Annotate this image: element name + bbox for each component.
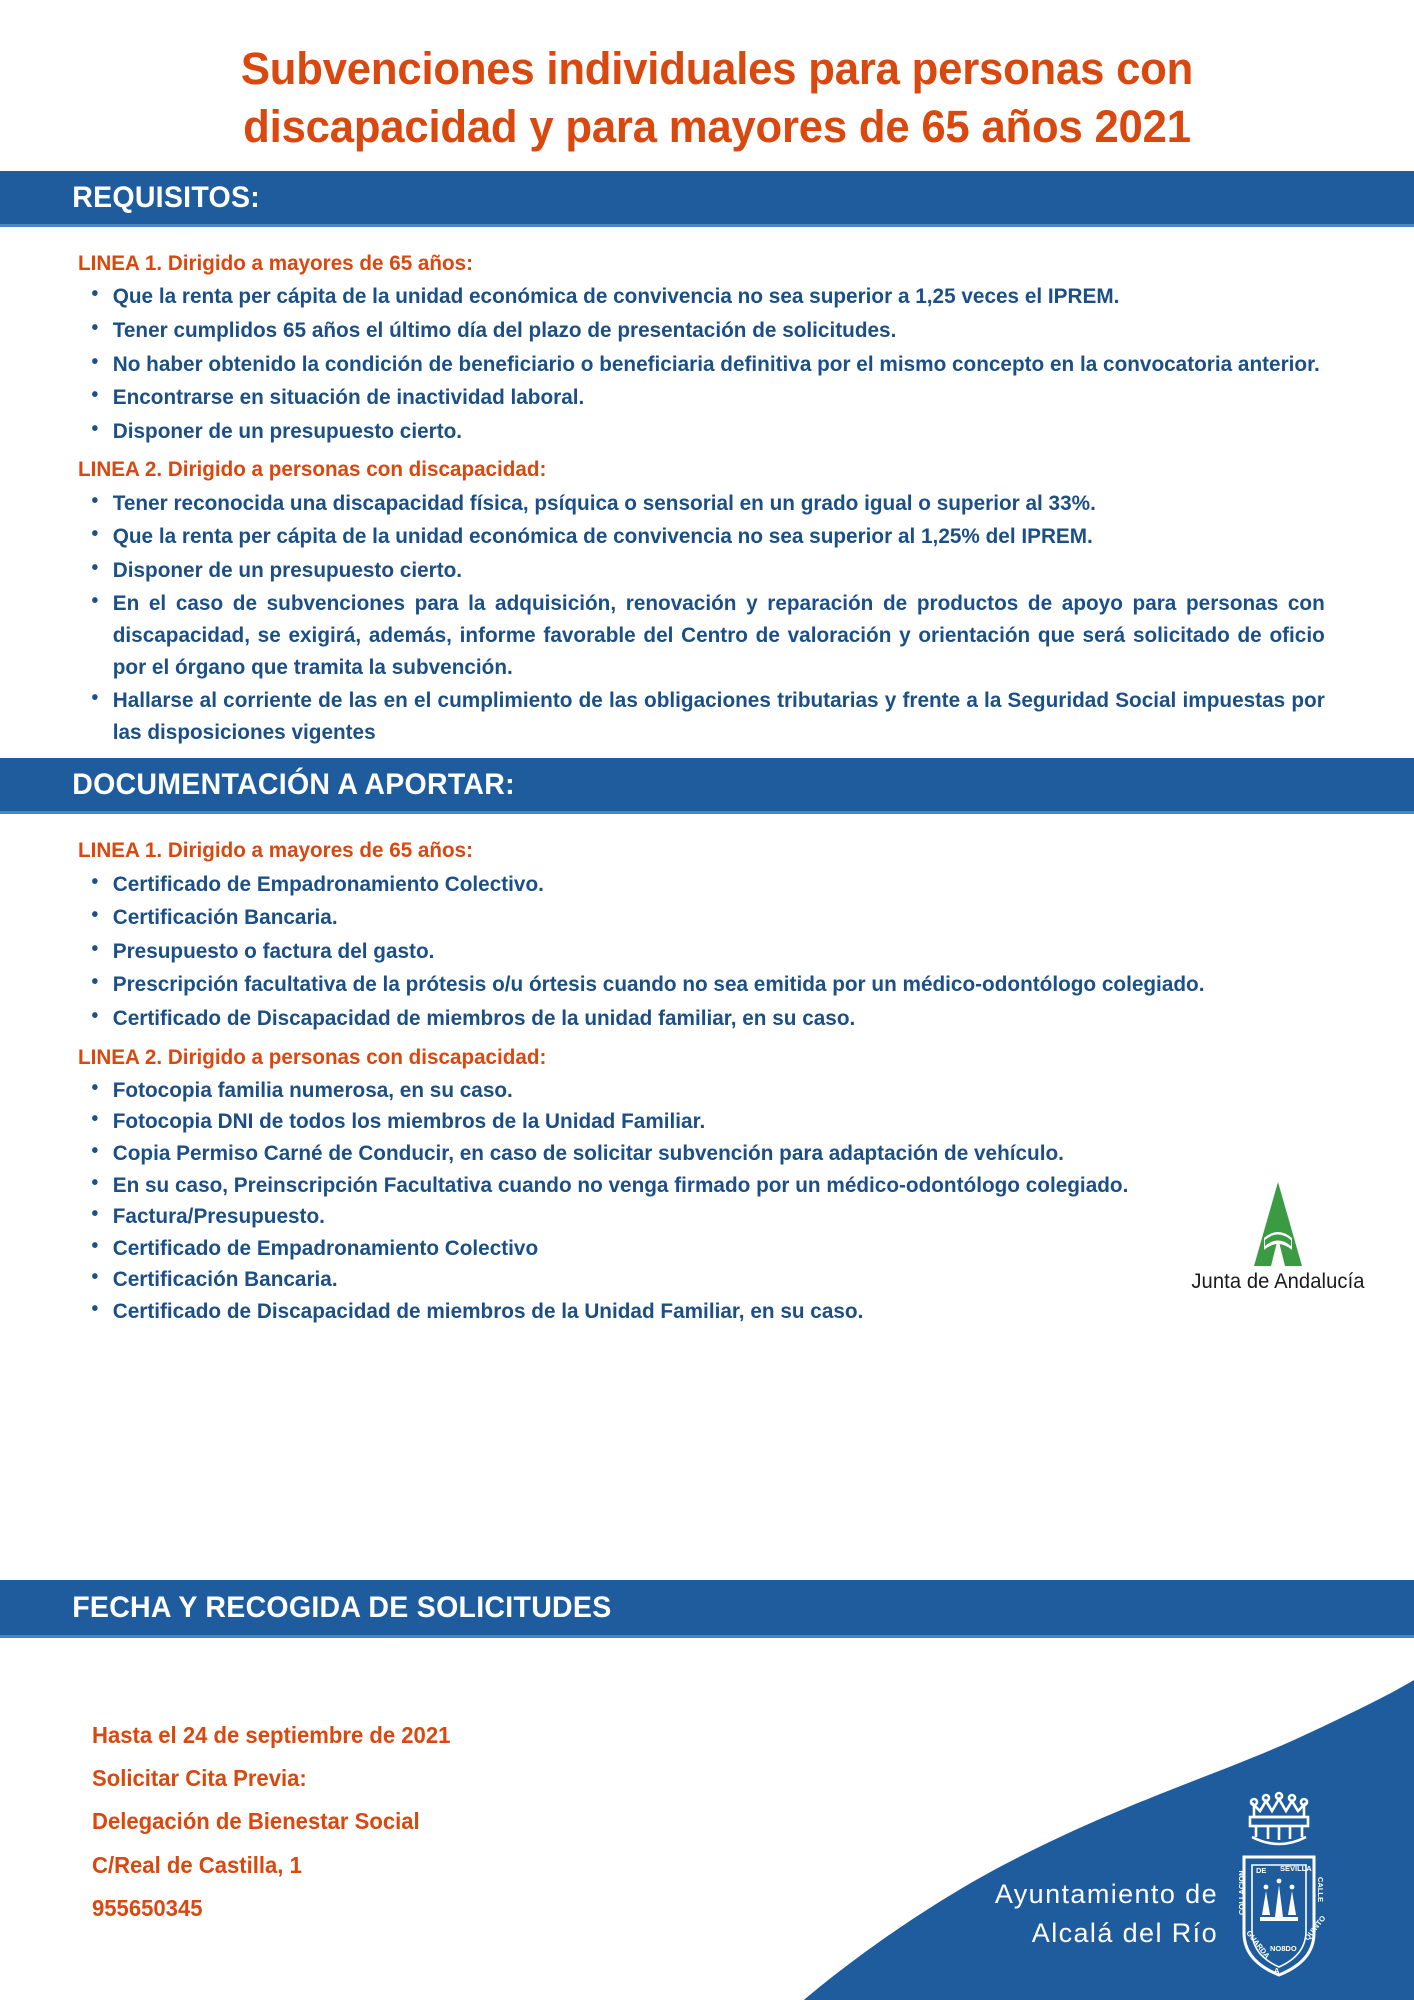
list-item: • Certificado de Discapacidad de miembros de la unidad familiar, en su caso. bbox=[78, 1003, 1325, 1035]
contact-block bbox=[92, 1714, 465, 1930]
page-title-line-1: Subvenciones individuales para personas con bbox=[240, 43, 1194, 94]
junta-andalucia-a-icon bbox=[1224, 1180, 1332, 1268]
page-title bbox=[0, 0, 1414, 171]
section-header-documentacion bbox=[0, 758, 1414, 814]
list-item: • No haber obtenido la condición de beneficiario o beneficiaria definitiva por el mismo concepto en la convocatoria anterior. bbox=[78, 349, 1325, 381]
section-header-fecha bbox=[0, 1580, 1414, 1638]
ayuntamiento-line-1: Ayuntamiento de bbox=[994, 1879, 1218, 1910]
alcala-del-rio-coat-of-arms-icon bbox=[1222, 1765, 1372, 1980]
svg-text:NO8DO: NO8DO bbox=[1270, 1944, 1297, 1953]
bullet-list-req-1 bbox=[78, 281, 1370, 447]
list-item: • Prescripción facultativa de la prótesis o/u órtesis cuando no sea emitida por un médico-odontólogo colegiado. bbox=[78, 969, 1325, 1001]
list-item: • Que la renta per cápita de la unidad económica de convivencia no sea superior a 1,25 veces el IPREM. bbox=[78, 281, 1325, 313]
list-item: • Presupuesto o factura del gasto. bbox=[78, 936, 1325, 968]
contact-phone: 955650345 bbox=[92, 1894, 203, 1921]
contact-department: Delegación de Bienestar Social bbox=[92, 1808, 420, 1835]
list-item: • Certificado de Empadronamiento Colectivo bbox=[78, 1233, 1325, 1265]
section-body-requisitos bbox=[0, 227, 1414, 758]
list-item: • En su caso, Preinscripción Facultativa cuando no venga firmado por un médico-odontólogo colegiado. bbox=[78, 1170, 1325, 1202]
list-item: • Certificación Bancaria. bbox=[78, 1264, 1325, 1296]
contact-appointment: Solicitar Cita Previa: bbox=[92, 1765, 307, 1792]
list-item: • Fotocopia familia numerosa, en su caso. bbox=[78, 1075, 1325, 1107]
list-item: • Copia Permiso Carné de Conducir, en caso de solicitar subvención para adaptación de vehículo. bbox=[78, 1138, 1325, 1170]
svg-text:COLLACION: COLLACION bbox=[1237, 1870, 1246, 1915]
ayuntamiento-line-2: Alcalá del Río bbox=[1031, 1917, 1218, 1948]
svg-text:A: A bbox=[1274, 1966, 1280, 1975]
linea-heading-req-2: LINEA 2. Dirigido a personas con discapacidad: bbox=[78, 457, 547, 482]
ayuntamiento-wordmark bbox=[995, 1875, 1218, 1952]
section-header-requisitos bbox=[0, 171, 1414, 227]
contact-address: C/Real de Castilla, 1 bbox=[92, 1851, 302, 1878]
svg-text:SEVILLA: SEVILLA bbox=[1280, 1864, 1312, 1873]
footer-body bbox=[0, 1641, 1414, 2000]
list-item: • Fotocopia DNI de todos los miembros de la Unidad Familiar. bbox=[78, 1106, 1325, 1138]
list-item: • Que la renta per cápita de la unidad económica de convivencia no sea superior al 1,25% del IPREM. bbox=[78, 521, 1325, 553]
svg-text:QUINTO: QUINTO bbox=[1302, 1913, 1328, 1943]
linea-heading-req-1: LINEA 1. Dirigido a mayores de 65 años: bbox=[78, 251, 473, 276]
list-item: • Certificado de Empadronamiento Colectivo. bbox=[78, 869, 1325, 901]
section-header-requisitos-label: REQUISITOS: bbox=[72, 180, 261, 214]
bullet-list-doc-2 bbox=[78, 1075, 1370, 1328]
linea-heading-doc-1: LINEA 1. Dirigido a mayores de 65 años: bbox=[78, 838, 473, 863]
list-item: • Disponer de un presupuesto cierto. bbox=[78, 416, 1325, 448]
list-item: • En el caso de subvenciones para la adquisición, renovación y reparación de productos de apoyo para personas con discapacidad, se exigirá, además, informe favorable del Centro de valoración y orientación que será solicitado de oficio por el órgano que tramita la subvención. bbox=[78, 588, 1325, 683]
list-item: • Hallarse al corriente de las en el cumplimiento de las obligaciones tributarias y frente a la Seguridad Social impuestas por las disposiciones vigentes bbox=[78, 685, 1325, 748]
list-item: • Certificado de Discapacidad de miembros de la Unidad Familiar, en su caso. bbox=[78, 1296, 1325, 1328]
linea-heading-doc-2: LINEA 2. Dirigido a personas con discapacidad: bbox=[78, 1044, 547, 1069]
junta-de-andalucia-logo bbox=[1178, 1180, 1378, 1294]
list-item: • Tener cumplidos 65 años el último día del plazo de presentación de solicitudes. bbox=[78, 315, 1325, 347]
list-item: • Certificación Bancaria. bbox=[78, 902, 1325, 934]
svg-text:DE: DE bbox=[1256, 1866, 1267, 1875]
junta-de-andalucia-label: Junta de Andalucía bbox=[1191, 1270, 1365, 1293]
svg-text:CALLE: CALLE bbox=[1316, 1877, 1325, 1902]
bullet-list-req-2 bbox=[78, 488, 1370, 749]
section-header-fecha-label: FECHA Y RECOGIDA DE SOLICITUDES bbox=[72, 1590, 612, 1624]
bullet-list-doc-1 bbox=[78, 869, 1370, 1035]
svg-text:GUARDA: GUARDA bbox=[1244, 1928, 1272, 1961]
page-title-line-2: discapacidad y para mayores de 65 años 2021 bbox=[243, 100, 1191, 152]
list-item: • Factura/Presupuesto. bbox=[78, 1201, 1325, 1233]
contact-deadline: Hasta el 24 de septiembre de 2021 bbox=[92, 1722, 451, 1748]
section-header-documentacion-label: DOCUMENTACIÓN A APORTAR: bbox=[72, 767, 515, 801]
list-item: • Disponer de un presupuesto cierto. bbox=[78, 555, 1325, 587]
list-item: • Tener reconocida una discapacidad física, psíquica o sensorial en un grado igual o superior al 33%. bbox=[78, 488, 1325, 520]
footer bbox=[0, 1580, 1414, 2000]
list-item: • Encontrarse en situación de inactividad laboral. bbox=[78, 382, 1325, 414]
